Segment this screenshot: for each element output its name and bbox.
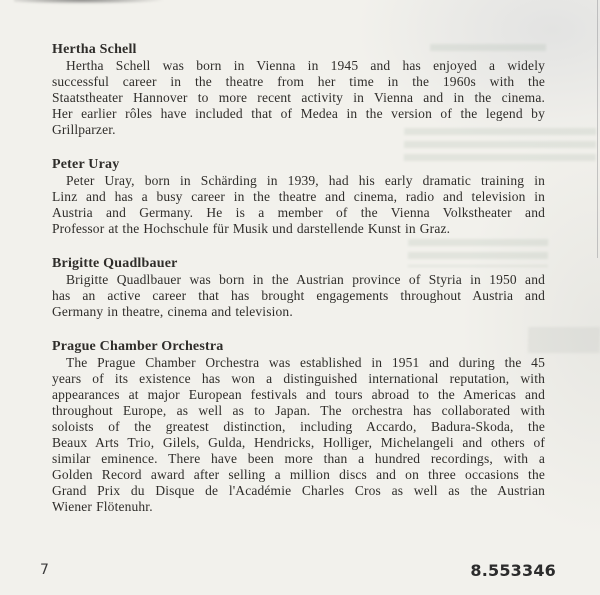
text-line: Her earlier rôles have included that of Medea in the version of the legend by (52, 106, 545, 121)
text-line: successful career in the theatre from her time in the 1960s with the (52, 74, 545, 89)
text-line: Staatstheater Hannover to more recent activity in Vienna and in the cinema. (52, 90, 545, 105)
text-line: Beaux Arts Trio, Gilels, Gulda, Hendricks, Holliger, Michelangeli and others of (52, 435, 545, 450)
text-line: Wiener Flötenuhr. (52, 499, 153, 514)
text-line: Grillparzer. (52, 122, 116, 137)
text-line: years of its existence has won a distinguished international reputation, with (52, 371, 545, 386)
bio-heading: Peter Uray (52, 157, 120, 172)
bio-section-prague-chamber-orchestra (52, 339, 545, 515)
text-line: Grand Prix du Disque de l'Académie Charles Cros as well as the Austrian (52, 483, 545, 498)
text-line: similar eminence. There have been more than a hundred recordings, with a (52, 451, 545, 466)
text-line: Hertha Schell was born in Vienna in 1945 and has enjoyed a widely (66, 58, 545, 73)
page-number: 7 (40, 562, 49, 578)
text-line: Professor at the Hochschule für Musik und darstellende Kunst in Graz. (52, 221, 451, 236)
text-line: Austria and Germany. He is a member of the Vienna Volkstheater and (52, 205, 545, 220)
bio-heading: Brigitte Quadlbauer (52, 256, 178, 271)
text-line: The Prague Chamber Orchestra was established in 1951 and during the 45 (66, 355, 545, 370)
bio-heading: Hertha Schell (52, 42, 137, 57)
text-line: Linz and has a busy career in the theatre and cinema, radio and television in (52, 189, 545, 204)
biography-text-block (52, 42, 545, 515)
bio-section-hertha-schell (52, 42, 545, 138)
text-line: has an active career that has brought engagements throughout Austria and (52, 288, 545, 303)
text-line: Golden Record award after selling a million discs and on three occasions the (52, 467, 545, 482)
text-line: Peter Uray, born in Schärding in 1939, had his early dramatic training in (66, 173, 545, 188)
scan-smudge (14, 0, 164, 4)
text-line: Germany in theatre, cinema and television. (52, 304, 293, 319)
bio-section-brigitte-quadlbauer (52, 256, 545, 320)
text-line: throughout Europe, as well as to Japan. The orchestra has collaborated with (52, 403, 545, 418)
catalog-number: 8.553346 (470, 561, 556, 580)
bio-section-peter-uray (52, 157, 545, 237)
scan-edge-line (597, 0, 598, 258)
text-line: Brigitte Quadlbauer was born in the Austrian province of Styria in 1950 and (66, 272, 545, 287)
text-line: appearances at major European festivals and tours abroad to the Americas and (52, 387, 545, 402)
bio-heading: Prague Chamber Orchestra (52, 339, 224, 354)
text-line: soloists of the greatest distinction, including Accardo, Badura-Skoda, the (52, 419, 545, 434)
